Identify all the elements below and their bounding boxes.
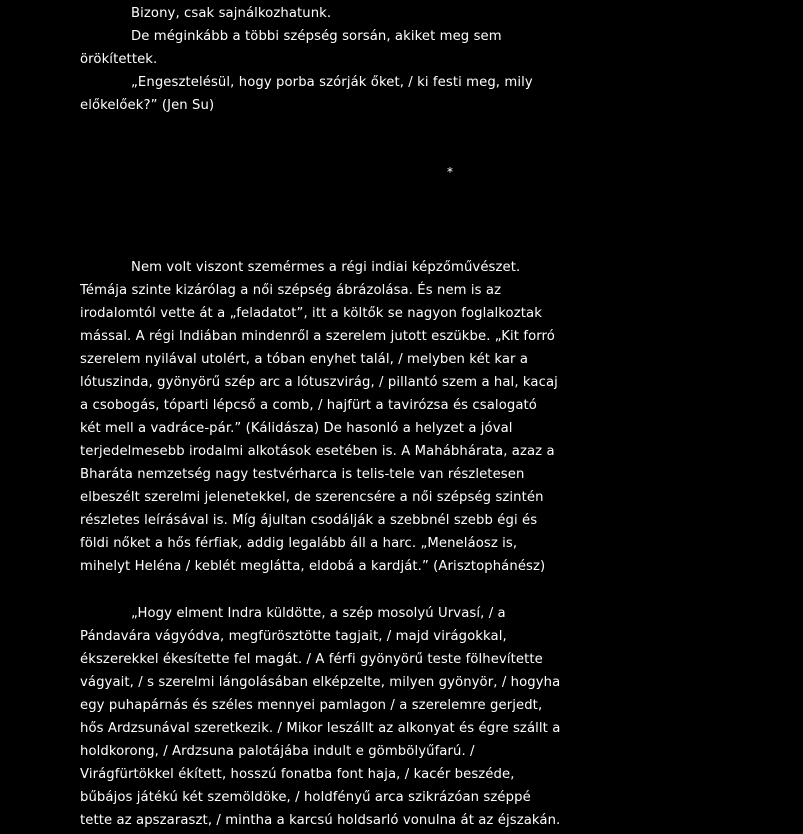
text-line: Bizony, csak sajnálkozhatunk.	[131, 6, 332, 21]
text-line: előkelőek?” (Jen Su)	[80, 98, 215, 113]
section-separator: *	[447, 165, 453, 179]
text-line: Virágfürtökkel ékített, hosszú fonatba font haja, / kacér beszéde,	[80, 767, 515, 782]
text-line: Bharáta nemzetség nagy testvérharca is telis-tele van részletesen	[80, 467, 525, 482]
text-line: Témája szinte kizárólag a női szépség ábrázolása. És nem is az	[80, 283, 502, 298]
text-line: tette az apszaraszt, / mintha a karcsú holdsarló vonulna át az éjszakán.	[80, 813, 561, 828]
text-line: elbeszélt szerelmi jelenetekkel, de szerencsére a női szépség szintén	[80, 490, 544, 505]
text-line: „Engesztelésül, hogy porba szórják őket, / ki festi meg, mily	[131, 75, 533, 90]
text-line: Pándavára vágyódva, megfürösztötte tagjait, / majd virágokkal,	[80, 629, 507, 644]
text-line: mihelyt Heléna / keblét meglátta, eldobá a kardját.” (Arisztophánész)	[80, 559, 546, 574]
text-line: ékszerekkel ékesítette fel magát. / A férfi gyönyörű teste fölhevítette	[80, 652, 543, 667]
text-line: lótuszinda, gyönyörű szép arc a lótuszvirág, / pillantó szem a hal, kacaj	[80, 375, 558, 390]
text-line: földi nőket a hős férfiak, addig legalább áll a harc. „Meneláosz is,	[80, 536, 518, 551]
text-line: hős Ardzsunával szeretkezik. / Mikor leszállt az alkonyat és égre szállt a	[80, 721, 561, 736]
text-line: részletes leírásával is. Míg ájultan csodálják a szebbnél szebb égi és	[80, 513, 538, 528]
text-line: „Hogy elment Indra küldötte, a szép mosolyú Urvasí, / a	[131, 606, 506, 621]
intro-block	[80, 2, 533, 117]
text-line: szerelem nyilával utolért, a tóban enyhet talál, / melyben két kar a	[80, 352, 529, 367]
text-line: vágyait, / s szerelmi lángolásában elképzelte, milyen gyönyör, / hogyha	[80, 675, 561, 690]
text-line: irodalomtól vette át a „feladatot”, itt a költők se nagyon foglalkoztak	[80, 306, 542, 321]
text-line: De méginkább a többi szépség sorsán, akiket meg sem	[131, 29, 502, 44]
text-line: örökítettek.	[80, 52, 158, 67]
text-line: mással. A régi Indiában mindenről a szerelem jutott eszükbe. „Kit forró	[80, 329, 555, 344]
text-line: a csobogás, tóparti lépcső a comb, / hajfürt a tavirózsa és csalogató	[80, 398, 537, 413]
paragraph-1	[80, 256, 558, 578]
text-line: bűbájos játékú két szemöldöke, / holdfényű arca szikrázóan széppé	[80, 790, 531, 805]
text-line: terjedelmesebb irodalmi alkotások esetében is. A Mahábhárata, azaz a	[80, 444, 555, 459]
text-line: Nem volt viszont szemérmes a régi indiai képzőművészet.	[131, 260, 521, 275]
text-line: holdkorong, / Ardzsuna palotájába indult e gömbölyűfarú. /	[80, 744, 475, 759]
text-line: egy puhapárnás és széles mennyei pamlagon / a szerelemre gerjedt,	[80, 698, 543, 713]
paragraph-2	[80, 602, 560, 832]
text-line: két mell a vadráce-pár.” (Kálidásza) De hasonló a helyzet a jóval	[80, 421, 513, 436]
